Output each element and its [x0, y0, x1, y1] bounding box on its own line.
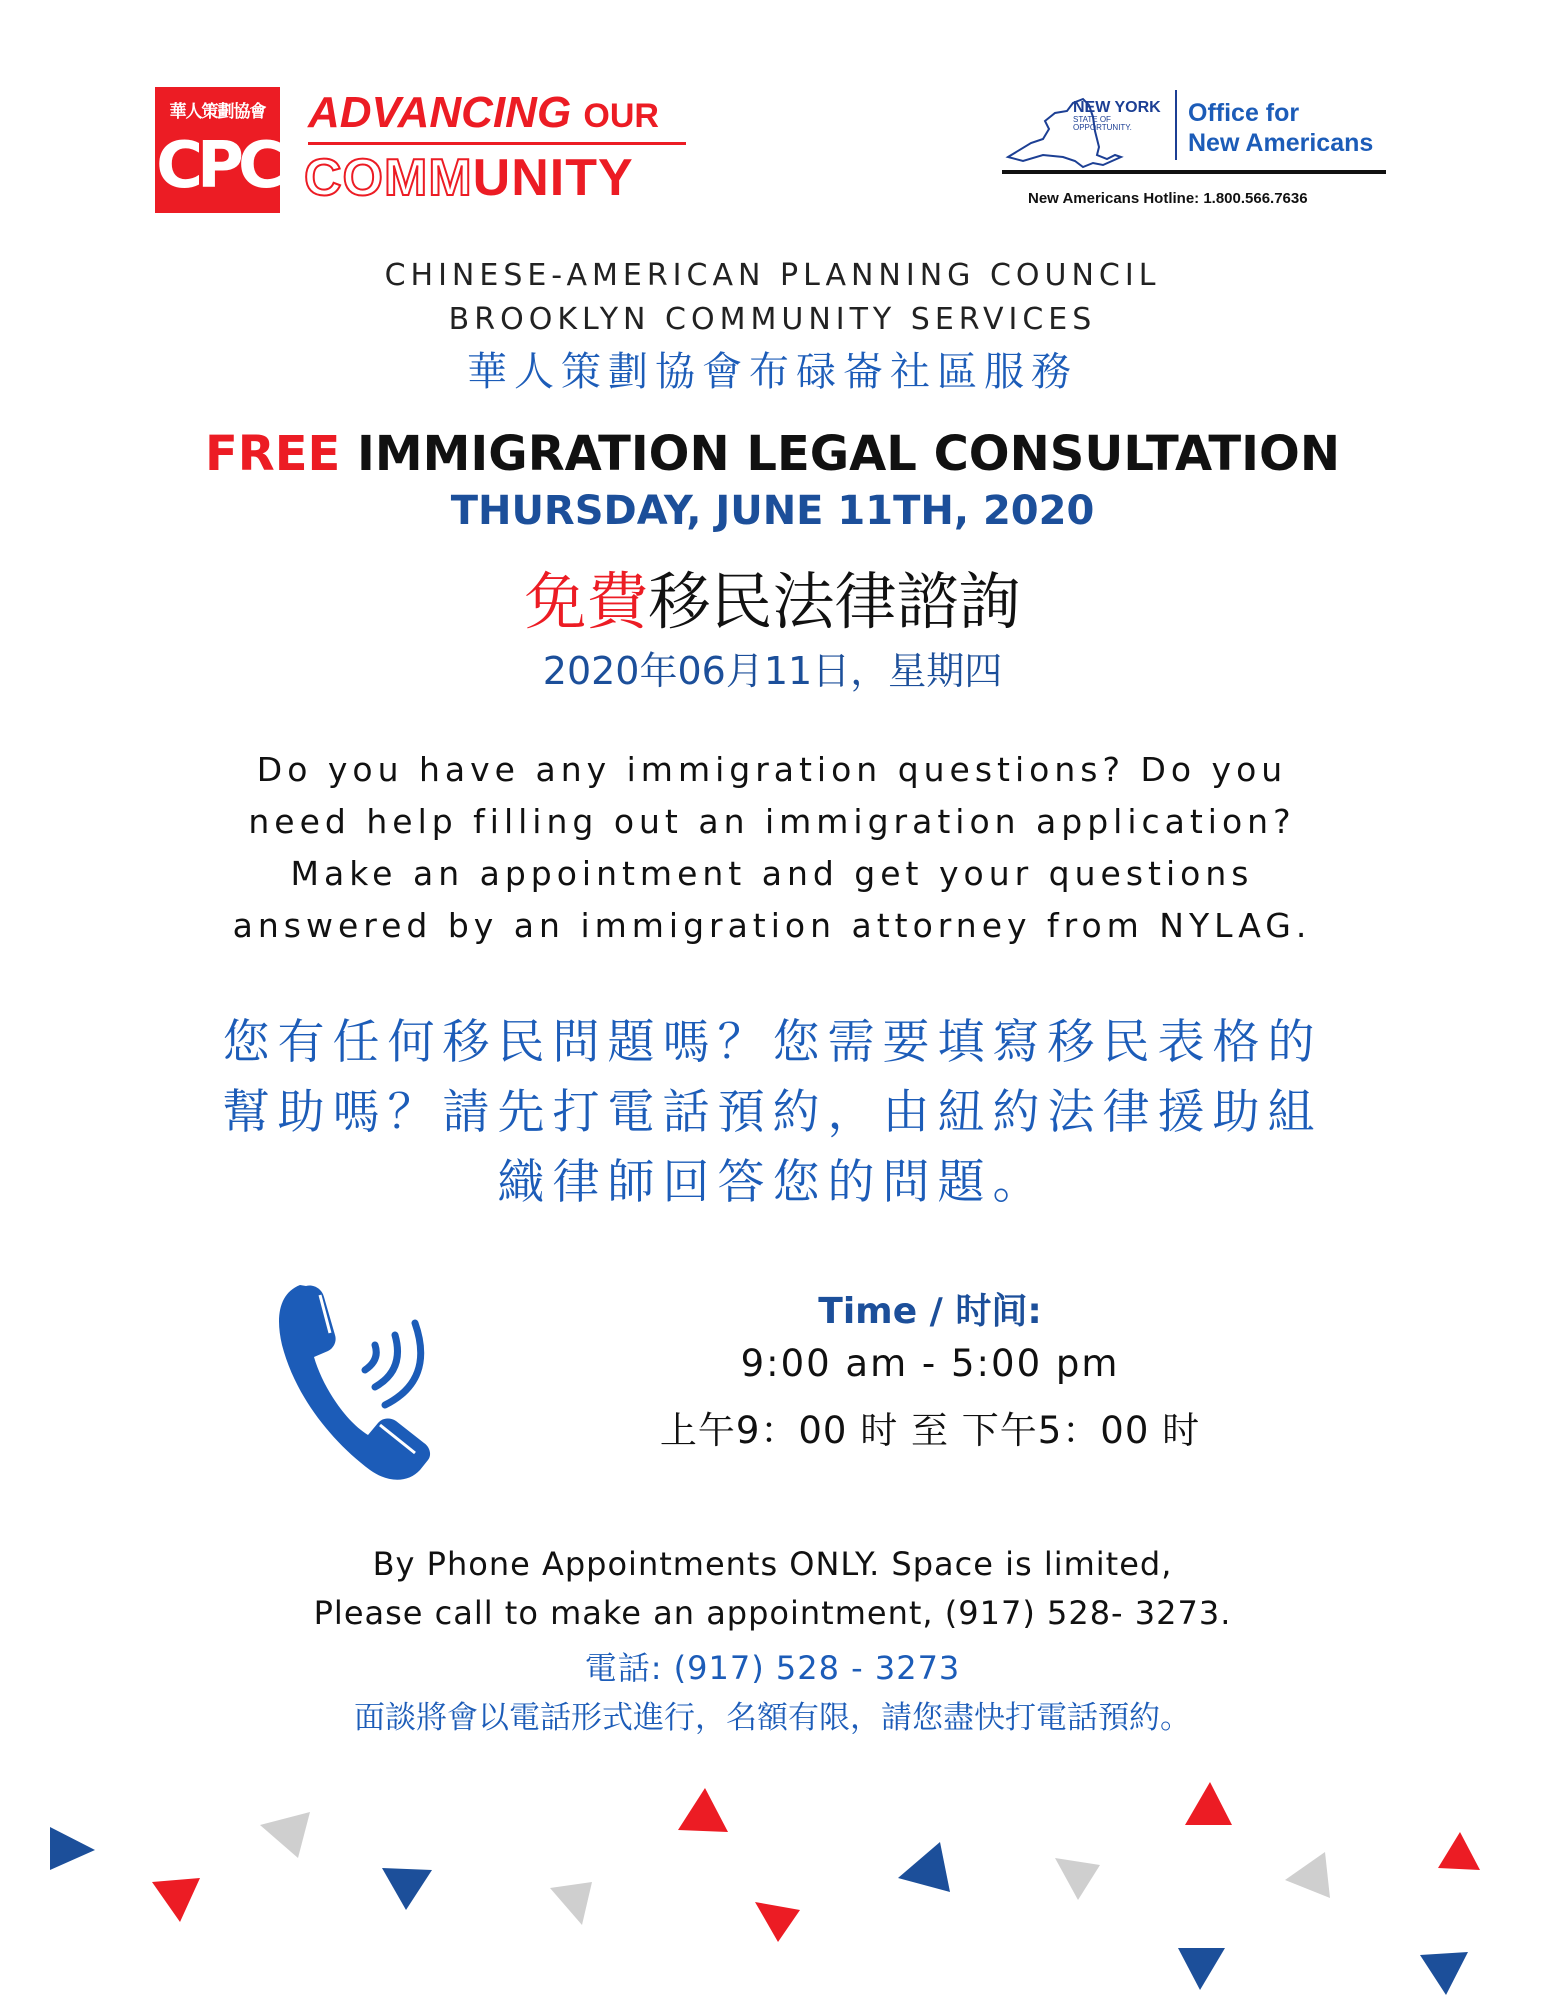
note-en-line2: Please call to make an appointment, (917) 528- 3273.	[313, 1594, 1232, 1632]
headline-free: FREE	[205, 426, 341, 482]
ny-office-name	[1188, 98, 1373, 158]
confetti-triangle	[260, 1812, 310, 1858]
slogan-line2	[304, 148, 634, 208]
slogan-comm: COMM	[304, 149, 473, 207]
ny-state-text	[1073, 100, 1161, 132]
headline-cn	[0, 552, 1545, 641]
event-date-cn: 2020年06月11日，星期四	[542, 649, 1003, 693]
headline-cn-free: 免費	[524, 565, 649, 638]
body-text-en: Do you have any immigration questions? Do you need help filling out an immigration application? Make an appointment and get your questions answered by an immigration attorney from NYLAG.	[232, 750, 1312, 945]
confetti-triangle	[152, 1878, 200, 1922]
ny-state-line1: NEW YORK	[1073, 99, 1161, 116]
confetti-triangle	[755, 1902, 800, 1942]
confetti-triangle	[1178, 1948, 1225, 1990]
org-name-en-line2: BROOKLYN COMMUNITY SERVICES	[448, 302, 1097, 337]
cpc-logo	[155, 87, 280, 213]
confetti-triangle	[678, 1788, 728, 1832]
confetti-triangle	[1420, 1952, 1468, 1995]
cpc-logo-mark: CPC	[156, 129, 279, 203]
confetti-triangle	[898, 1842, 950, 1892]
slogan-line1	[308, 88, 659, 138]
body-text-cn: 您有任何移民問題嗎？您需要填寫移民表格的幫助嗎？請先打電話預約，由紐約法律援助組織律師回答您的問題。	[222, 1015, 1323, 1210]
slogan-advancing: ADVANCING	[308, 88, 572, 137]
note-phone-cn: 電話: (917) 528 - 3273	[584, 1649, 961, 1687]
ny-office-line1: Office for	[1188, 99, 1300, 127]
confetti-triangle	[382, 1868, 432, 1910]
ny-logo-rule	[1002, 170, 1386, 174]
confetti-triangle	[550, 1882, 592, 1925]
headline-en	[0, 426, 1545, 482]
phone-icon	[270, 1275, 450, 1485]
confetti-triangle	[1055, 1858, 1100, 1900]
slogan-our: OUR	[583, 97, 659, 135]
org-name-cn: 華人策劃協會布碌崙社區服務	[467, 349, 1078, 395]
note-cn: 面談將會以電話形式進行，名額有限，請您盡快打電話預約。	[354, 1700, 1191, 1736]
ny-hotline: New Americans Hotline: 1.800.566.7636	[1028, 190, 1308, 207]
ny-logo-divider	[1175, 90, 1177, 160]
time-cn: 上午9：00 时 至 下午5：00 时	[659, 1409, 1201, 1452]
confetti-triangle	[1438, 1832, 1480, 1870]
ny-state-line2: STATE OF	[1073, 115, 1111, 124]
triangle-confetti	[0, 1770, 1545, 2000]
headline-rest: IMMIGRATION LEGAL CONSULTATION	[340, 426, 1340, 482]
headline-cn-rest: 移民法律諮詢	[648, 565, 1021, 638]
note-en-line1: By Phone Appointments ONLY. Space is limited,	[372, 1545, 1173, 1583]
slogan-unity: UNITY	[472, 149, 634, 207]
ny-state-line3: OPPORTUNITY.	[1073, 123, 1132, 132]
event-date-en: THURSDAY, JUNE 11TH, 2020	[450, 488, 1095, 534]
org-name-en-line1: CHINESE-AMERICAN PLANNING COUNCIL	[384, 258, 1161, 293]
time-en: 9:00 am - 5:00 pm	[740, 1342, 1120, 1385]
ny-office-line2: New Americans	[1188, 129, 1374, 157]
slogan-rule	[308, 142, 686, 145]
time-label: Time / 时间:	[818, 1291, 1042, 1332]
confetti-triangle	[50, 1827, 95, 1870]
cpc-logo-chinese-name: 華人策劃協會	[169, 102, 266, 122]
confetti-triangle	[1185, 1782, 1232, 1825]
confetti-triangle	[1285, 1852, 1330, 1898]
